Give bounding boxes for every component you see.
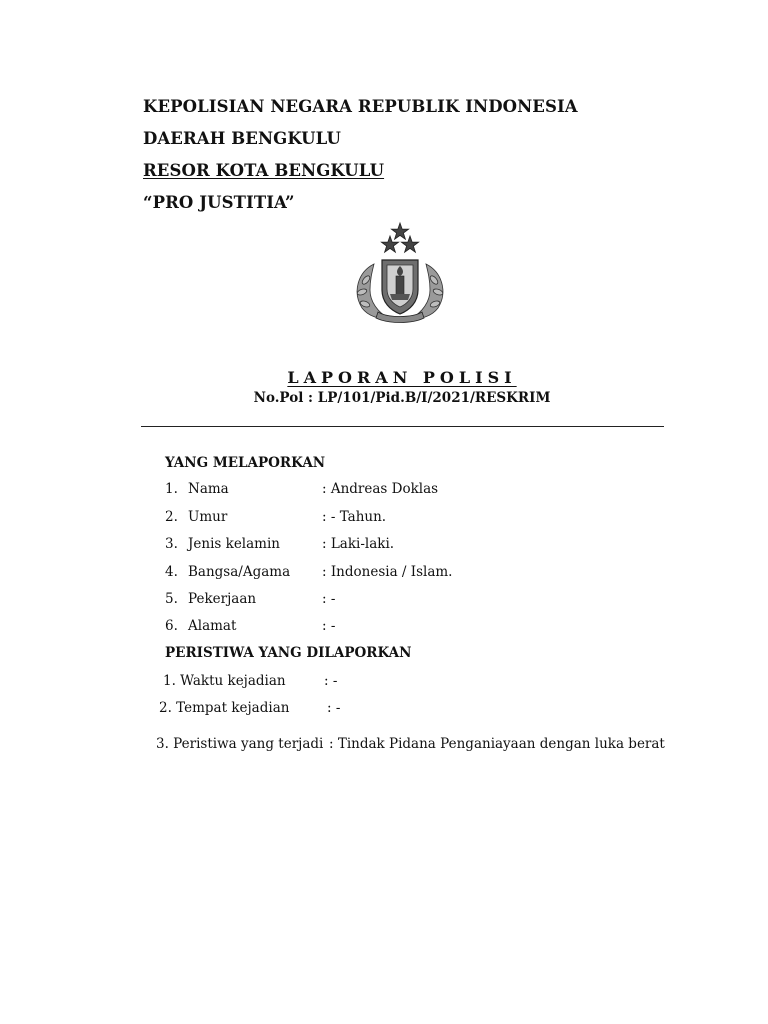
field-value: : -	[322, 618, 336, 634]
event-field-place-label: 2. Tempat kejadian	[159, 700, 290, 716]
header-resort: RESOR KOTA BENGKULU	[143, 161, 385, 180]
reporter-field-nationality-religion	[0, 564, 768, 584]
header-region: DAERAH BENGKULU	[143, 129, 341, 148]
field-value: : Indonesia / Islam.	[322, 564, 453, 580]
event-field-incident-label: 3. Peristiwa yang terjadi	[156, 736, 324, 752]
reporter-field-age	[0, 509, 768, 529]
field-value: : Laki-laki.	[322, 536, 395, 552]
field-label: Pekerjaan	[188, 591, 257, 607]
field-label: Nama	[188, 481, 229, 497]
event-heading: PERISTIWA YANG DILAPORKAN	[165, 645, 412, 661]
field-number: 3.	[165, 536, 178, 552]
field-label: Jenis kelamin	[188, 536, 280, 552]
reporter-field-gender	[0, 536, 768, 556]
reporter-field-address	[0, 618, 768, 638]
field-number: 4.	[165, 564, 178, 580]
header-institution: KEPOLISIAN NEGARA REPUBLIK INDONESIA	[143, 97, 578, 116]
field-value: : Andreas Doklas	[322, 481, 439, 497]
field-value: : -	[322, 591, 336, 607]
event-field-time-label: 1. Waktu kejadian	[163, 673, 286, 689]
field-value: : - Tahun.	[322, 509, 387, 525]
field-number: 2.	[165, 509, 178, 525]
field-label: Umur	[188, 509, 228, 525]
report-number: No.Pol : LP/101/Pid.B/I/2021/RESKRIM	[253, 390, 551, 406]
field-label: Bangsa/Agama	[188, 564, 291, 580]
police-crest-icon	[344, 220, 456, 324]
reporter-heading: YANG MELAPORKAN	[165, 455, 326, 471]
divider-line	[141, 426, 664, 427]
report-title: LAPORAN POLISI	[287, 368, 517, 387]
event-field-place-value: : -	[327, 700, 341, 716]
event-field-time-value: : -	[324, 673, 338, 689]
field-number: 6.	[165, 618, 178, 634]
reporter-field-name	[0, 481, 768, 501]
field-number: 1.	[165, 481, 178, 497]
field-label: Alamat	[188, 618, 237, 634]
field-number: 5.	[165, 591, 178, 607]
reporter-field-occupation	[0, 591, 768, 611]
header-pro-justitia: “PRO JUSTITIA”	[143, 193, 295, 212]
event-field-incident-value: : Tindak Pidana Penganiayaan dengan luka berat	[329, 736, 665, 752]
